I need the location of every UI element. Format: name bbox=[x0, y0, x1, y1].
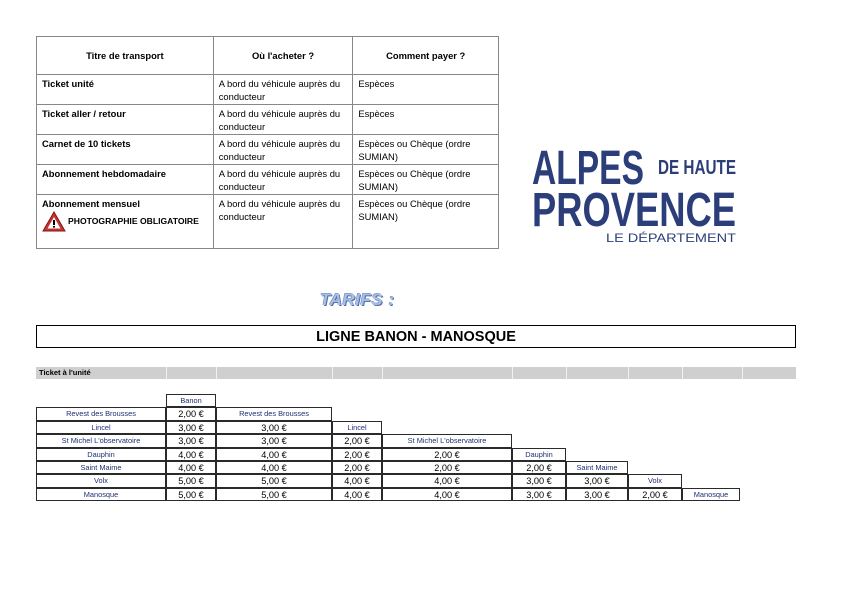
ticket-title: Abonnement hebdomadaire bbox=[37, 165, 214, 195]
logo-line1-small: DE HAUTE bbox=[658, 157, 736, 179]
fare-price-cell: 4,00 € bbox=[382, 488, 512, 501]
ticket-where: A bord du véhicule auprès du conducteur bbox=[213, 75, 353, 105]
info-row-mensuel bbox=[37, 195, 499, 249]
fare-price-cell: 2,00 € bbox=[382, 461, 512, 474]
ticket-where: A bord du véhicule auprès du conducteur bbox=[213, 165, 353, 195]
header-titre: Titre de transport bbox=[37, 37, 214, 75]
fare-price-cell: 3,00 € bbox=[216, 434, 332, 447]
fare-price-cell: 2,00 € bbox=[332, 448, 382, 461]
bar-divider bbox=[628, 367, 629, 379]
bar-divider bbox=[742, 367, 743, 379]
ticket-payment: Espèces bbox=[353, 105, 499, 135]
stop-diagonal-label: Revest des Brousses bbox=[216, 407, 332, 420]
header-ou-acheter: Où l'acheter ? bbox=[213, 37, 353, 75]
stop-row-label: Manosque bbox=[36, 488, 166, 501]
stop-diagonal-label: Dauphin bbox=[512, 448, 566, 461]
alpes-provence-logo-mark bbox=[530, 132, 740, 247]
stop-row-label: Dauphin bbox=[36, 448, 166, 461]
ticket-title: Carnet de 10 tickets bbox=[37, 135, 214, 165]
bar-divider bbox=[332, 367, 333, 379]
fare-price-cell: 3,00 € bbox=[216, 421, 332, 434]
ticket-payment: Espèces bbox=[353, 75, 499, 105]
ticket-where: A bord du véhicule auprès du conducteur bbox=[213, 105, 353, 135]
ticket-payment: Espèces ou Chèque (ordre SUMIAN) bbox=[353, 135, 499, 165]
bar-divider bbox=[682, 367, 683, 379]
ticket-unit-bar bbox=[36, 367, 796, 379]
info-row-ticket-unite bbox=[37, 75, 499, 105]
fare-price-cell: 5,00 € bbox=[166, 488, 216, 501]
fare-price-cell: 5,00 € bbox=[216, 488, 332, 501]
stop-row-label: Lincel bbox=[36, 421, 166, 434]
line-title-banner: LIGNE BANON - MANOSQUE bbox=[36, 325, 796, 348]
info-row-carnet bbox=[37, 135, 499, 165]
stop-row-label: Volx bbox=[36, 474, 166, 487]
fare-price-cell: 3,00 € bbox=[566, 474, 628, 487]
bar-divider bbox=[382, 367, 383, 379]
logo-line1-big: ALPES bbox=[532, 142, 644, 195]
fare-price-cell: 4,00 € bbox=[216, 461, 332, 474]
stop-row-label: Saint Maime bbox=[36, 461, 166, 474]
fare-price-cell: 2,00 € bbox=[332, 461, 382, 474]
fare-price-cell: 2,00 € bbox=[512, 461, 566, 474]
fare-price-cell: 2,00 € bbox=[628, 488, 682, 501]
fare-price-cell: 2,00 € bbox=[332, 434, 382, 447]
stop-diagonal-label: Manosque bbox=[682, 488, 740, 501]
fare-price-cell: 4,00 € bbox=[332, 488, 382, 501]
info-row-aller-retour bbox=[37, 105, 499, 135]
stop-header-banon: Banon bbox=[166, 394, 216, 407]
bar-divider bbox=[566, 367, 567, 379]
stop-row-label: St Michel L'observatoire bbox=[36, 434, 166, 447]
ticket-where: A bord du véhicule auprès du conducteur bbox=[213, 135, 353, 165]
fare-price-cell: 5,00 € bbox=[216, 474, 332, 487]
fare-price-cell: 3,00 € bbox=[166, 421, 216, 434]
fare-price-cell: 2,00 € bbox=[166, 407, 216, 420]
fare-price-cell: 4,00 € bbox=[166, 448, 216, 461]
ticket-where: A bord du véhicule auprès du conducteur bbox=[213, 195, 353, 249]
stop-diagonal-label: St Michel L'observatoire bbox=[382, 434, 512, 447]
tarifs-title: TARIFS : bbox=[320, 290, 395, 309]
fare-price-cell: 5,00 € bbox=[166, 474, 216, 487]
fare-price-cell: 4,00 € bbox=[166, 461, 216, 474]
department-logo bbox=[530, 132, 740, 247]
ticket-title-cell bbox=[37, 195, 214, 249]
ticket-title: Abonnement mensuel bbox=[42, 198, 140, 209]
fare-price-cell: 3,00 € bbox=[166, 434, 216, 447]
fare-price-cell: 2,00 € bbox=[382, 448, 512, 461]
ticket-title: Ticket aller / retour bbox=[37, 105, 214, 135]
logo-line3: LE DÉPARTEMENT bbox=[606, 231, 714, 245]
bar-divider bbox=[166, 367, 167, 379]
bar-divider bbox=[512, 367, 513, 379]
stop-diagonal-label: Volx bbox=[628, 474, 682, 487]
info-row-hebdomadaire bbox=[37, 165, 499, 195]
logo-line2: PROVENCE bbox=[532, 184, 736, 237]
photo-warning-label: PHOTOGRAPHIE OBLIGATOIRE bbox=[68, 216, 199, 226]
info-table-header-row bbox=[37, 37, 499, 75]
ticket-title: Ticket unité bbox=[37, 75, 214, 105]
ticket-payment: Espèces ou Chèque (ordre SUMIAN) bbox=[353, 195, 499, 249]
fare-price-cell: 3,00 € bbox=[566, 488, 628, 501]
ticket-unit-label: Ticket à l'unité bbox=[39, 368, 91, 377]
ticket-payment: Espèces ou Chèque (ordre SUMIAN) bbox=[353, 165, 499, 195]
stop-row-label: Revest des Brousses bbox=[36, 407, 166, 420]
bar-divider bbox=[216, 367, 217, 379]
transport-info-table bbox=[36, 36, 499, 249]
stop-diagonal-label: Lincel bbox=[332, 421, 382, 434]
fare-price-cell: 4,00 € bbox=[216, 448, 332, 461]
fare-price-cell: 3,00 € bbox=[512, 488, 566, 501]
warning-icon bbox=[42, 211, 66, 232]
fare-price-cell: 4,00 € bbox=[332, 474, 382, 487]
stop-diagonal-label: Saint Maime bbox=[566, 461, 628, 474]
fare-price-cell: 3,00 € bbox=[512, 474, 566, 487]
fare-price-cell: 4,00 € bbox=[382, 474, 512, 487]
header-comment-payer: Comment payer ? bbox=[353, 37, 499, 75]
photo-warning bbox=[42, 211, 208, 232]
